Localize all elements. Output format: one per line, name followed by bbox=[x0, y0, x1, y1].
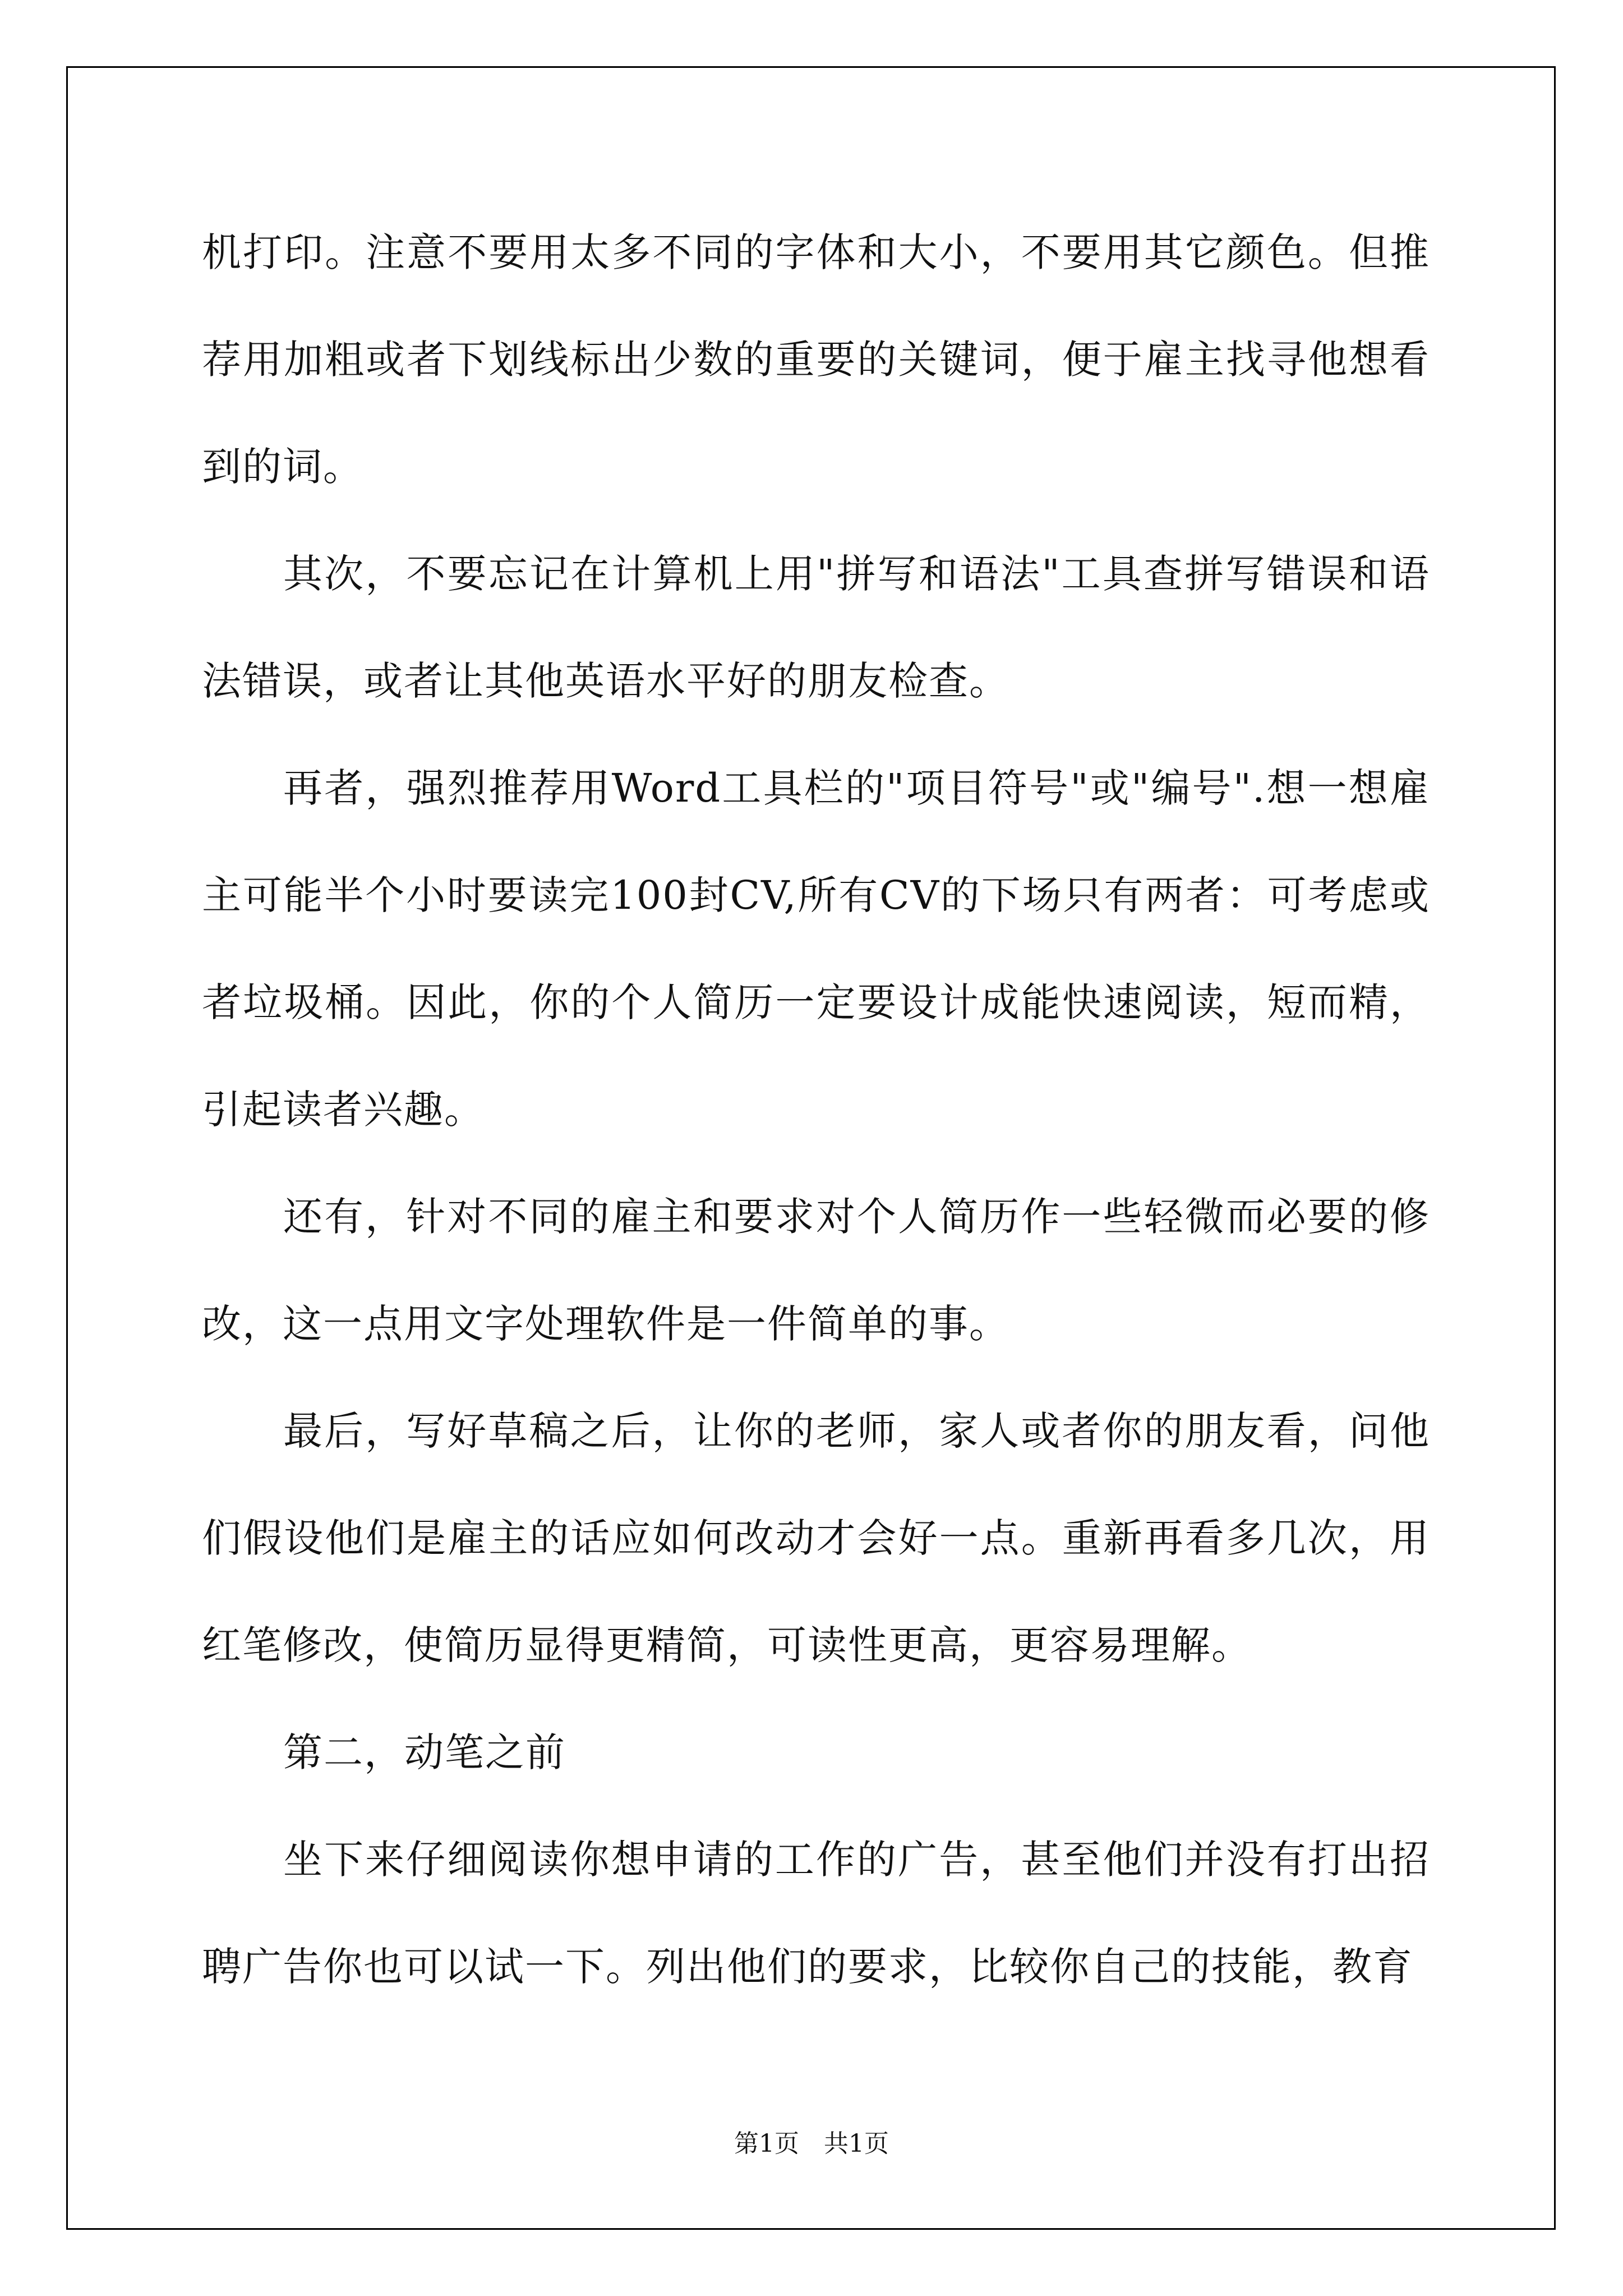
section-heading: 第二，动笔之前 bbox=[283, 1729, 566, 1775]
paragraph: 再者，强烈推荐用Word工具栏的"项目符号"或"编号".想一想雇主可能半个小时要读完100封CV,所有CV的下场只有两者：可考虑或者垃圾桶。因此，你的个人简历一定要设计成能快速阅读，短而精，引起读者兴趣。 bbox=[202, 765, 1430, 1133]
paragraph: 还有，针对不同的雇主和要求对个人简历作一些轻微而必要的修改，这一点用文字处理软件是一件简单的事。 bbox=[202, 1194, 1430, 1347]
paragraph: 坐下来仔细阅读你想申请的工作的广告，甚至他们并没有打出招聘广告你也可以试一下。列出他们的要求，比较你自己的技能，教育 bbox=[202, 1837, 1430, 1990]
document-body bbox=[202, 199, 1430, 2021]
paragraph: 机打印。注意不要用太多不同的字体和大小，不要用其它颜色。但推荐用加粗或者下划线标出少数的重要的关键词，便于雇主找寻他想看到的词。 bbox=[202, 229, 1430, 490]
page-total: 共1页 bbox=[824, 2129, 889, 2158]
page-number: 第1页 bbox=[734, 2129, 799, 2158]
paragraph: 其次，不要忘记在计算机上用"拼写和语法"工具查拼写错误和语法错误，或者让其他英语水平好的朋友检查。 bbox=[202, 551, 1430, 704]
paragraph: 最后，写好草稿之后，让你的老师，家人或者你的朋友看，问他们假设他们是雇主的话应如何改动才会好一点。重新再看多几次，用红笔修改，使简历显得更精简，可读性更高，更容易理解。 bbox=[202, 1408, 1430, 1668]
page-footer bbox=[0, 2127, 1623, 2161]
